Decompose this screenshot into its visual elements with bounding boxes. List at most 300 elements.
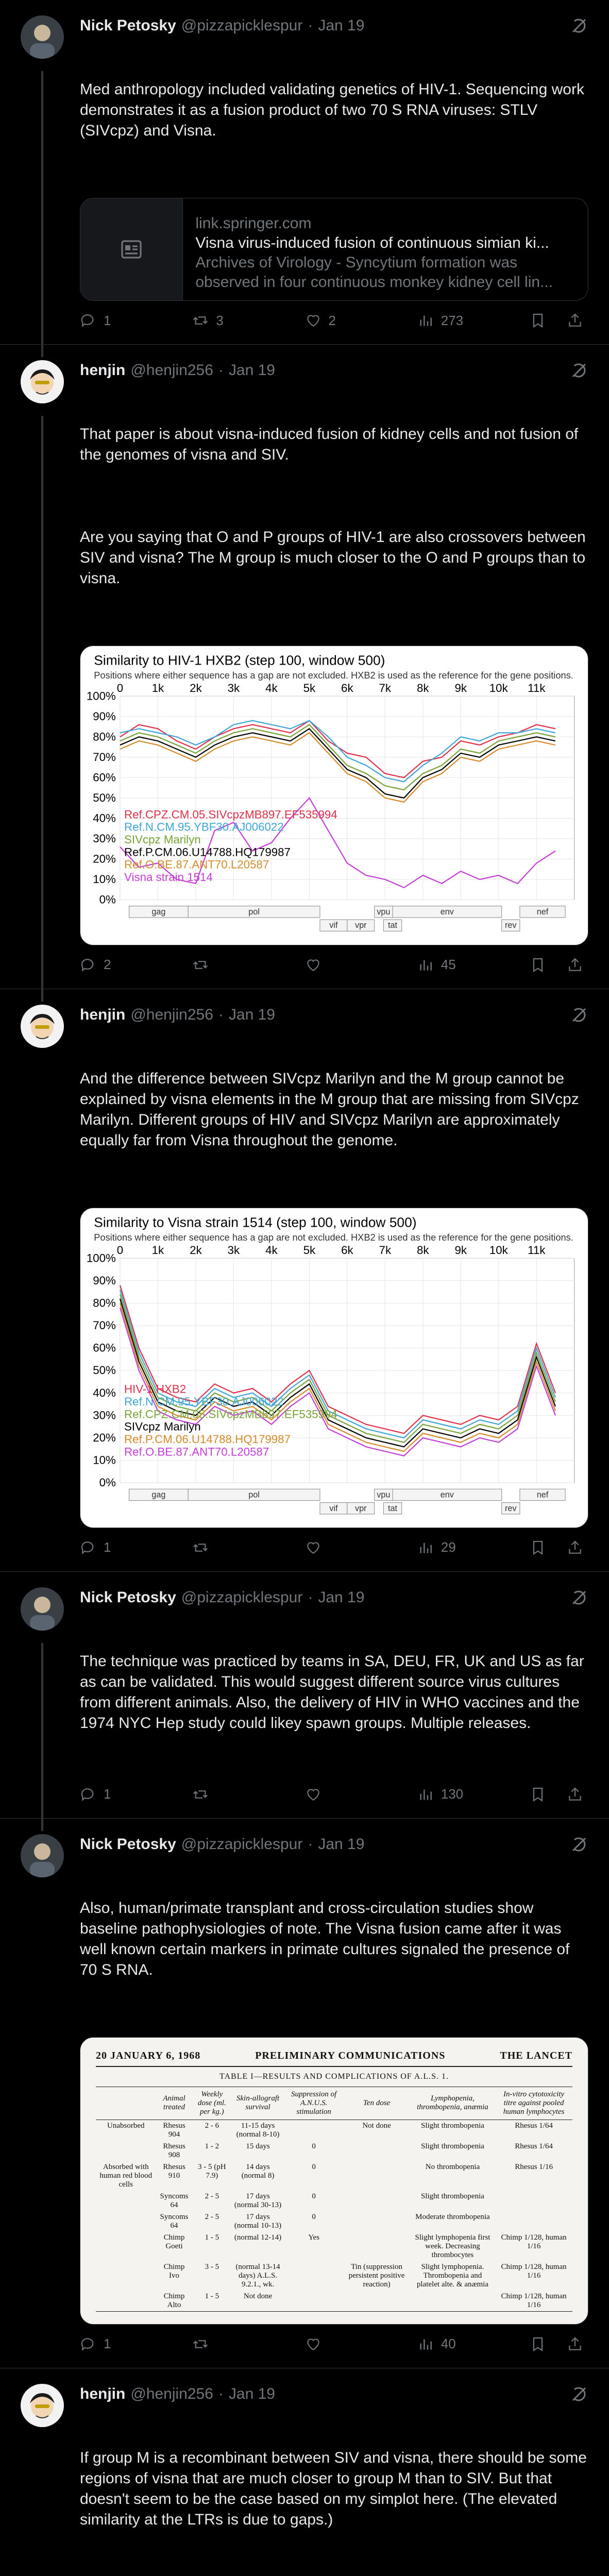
document-journal: THE LANCET	[500, 2049, 572, 2061]
legend-entry: SIVcpz Marilyn	[124, 1420, 201, 1433]
user-handle[interactable]: @henjin256	[130, 1006, 213, 1023]
heart-icon	[305, 312, 322, 329]
avatar[interactable]	[21, 2384, 64, 2427]
avatar[interactable]	[21, 1834, 64, 1877]
reply-button[interactable]	[80, 957, 137, 973]
legend-entry: HIV-1 HXB2	[124, 1382, 187, 1396]
action-bar	[80, 1539, 588, 1556]
action-bar	[80, 957, 588, 973]
tweet-paragraph: And the difference between SIVcpz Marilyn and the M group cannot be explained by visna elements in the M group that are missing from SIVcpz Marilyn. Different groups of HIV and SIVcpz Marilyn are approximately equally far from Visna throughout the genome.	[80, 1070, 584, 1149]
table-cell	[343, 2291, 410, 2312]
x-tick-label: 0	[116, 1243, 124, 1257]
retweet-count: 3	[216, 312, 224, 328]
display-name[interactable]: Nick Petosky	[80, 17, 176, 34]
gene-label: gag	[151, 907, 166, 917]
tweet-header	[80, 1834, 588, 1855]
table-cell: 17 days (normal 30-13)	[234, 2192, 282, 2209]
x-tick-label: 2k	[190, 1243, 202, 1257]
reply-count: 1	[104, 1539, 111, 1555]
tweet-text	[80, 1610, 588, 1775]
table-cell	[410, 2291, 495, 2312]
gene-label: nef	[536, 1489, 549, 1499]
table-cell: Slight lymphopenia. Thrombopenia and platelet alte. & anæmia	[416, 2262, 488, 2289]
separator-dot: ·	[308, 1835, 313, 1853]
table-cell: 2 - 6	[205, 2121, 219, 2130]
tweet[interactable]	[0, 1572, 609, 1819]
similarity-chart	[83, 649, 585, 942]
grok-icon[interactable]	[570, 361, 588, 380]
tweet-paragraph: Also, human/primate transplant and cross-circulation studies show baseline pathophysiologies of note. The Visna fusion came after it was well known certain markers in primate cultures signaled the presence of 70 S RNA.	[80, 1899, 574, 1978]
table-cell	[343, 2161, 410, 2191]
table-cell: Unabsorbed	[107, 2121, 145, 2130]
table-cell	[96, 2191, 156, 2211]
table-cell	[96, 2141, 156, 2161]
table-cell: Rhesus 910	[163, 2162, 185, 2180]
y-tick-label: 50%	[93, 1363, 116, 1377]
table-cell: Slight thrombopenia	[420, 2121, 484, 2130]
table-cell: 1 - 2	[205, 2142, 219, 2150]
tweet-header	[80, 1587, 588, 1608]
gene-label: vif	[329, 921, 338, 930]
table-cell: Chimp Ivo	[163, 2262, 185, 2280]
reply-icon	[80, 2336, 96, 2352]
table-cell: 2 - 5	[205, 2212, 219, 2221]
analytics-icon	[417, 312, 434, 329]
table-row	[96, 2232, 572, 2261]
tweet-date[interactable]: Jan 19	[228, 1006, 275, 1023]
retweet-button[interactable]	[192, 2336, 249, 2352]
like-button[interactable]	[305, 1539, 362, 1556]
gene-label: tat	[388, 921, 398, 930]
views-button[interactable]	[417, 312, 474, 329]
chart-subtitle: Positions where either sequence has a gap are not excluded. HXB2 is used as the reference for the gene positions.	[94, 669, 573, 681]
y-tick-label: 20%	[93, 1431, 116, 1444]
views-count: 130	[441, 1786, 464, 1802]
x-tick-label: 5k	[303, 1243, 316, 1257]
legend-entry: Ref.O.BE.87.ANT70.L20587	[124, 1445, 269, 1458]
x-tick-label: 10k	[489, 1243, 508, 1257]
tweet[interactable]	[0, 989, 609, 1572]
x-tick-label: 0	[116, 682, 124, 695]
x-tick-label: 1k	[151, 1243, 164, 1257]
legend-entry: Ref.P.CM.06.U14788.HQ179987	[124, 845, 291, 859]
tweet-text	[80, 383, 588, 630]
table-cell: Chimp 1/128, human 1/16	[501, 2233, 567, 2250]
like-button[interactable]	[305, 2336, 362, 2352]
chart-subtitle: Positions where either sequence has a gap are not excluded. HXB2 is used as the reference for the gene positions.	[94, 1231, 573, 1243]
table-cell: Slight thrombopenia	[420, 2192, 484, 2200]
table-cell: Slight lymphopenia first week. Decreasing thrombocytes	[415, 2233, 490, 2259]
tweet-date[interactable]: Jan 19	[228, 2385, 275, 2402]
table-cell: Chimp Goeti	[163, 2233, 185, 2250]
y-tick-label: 80%	[93, 730, 116, 743]
y-tick-label: 50%	[93, 791, 116, 804]
tweet[interactable]	[0, 345, 609, 989]
retweet-icon	[192, 2336, 209, 2352]
legend-entry: Ref.O.BE.87.ANT70.L20587	[124, 858, 269, 871]
reply-button[interactable]	[80, 312, 137, 329]
user-handle[interactable]: @pizzapicklespur	[181, 1835, 303, 1853]
y-tick-label: 90%	[93, 709, 116, 723]
y-tick-label: 10%	[93, 873, 116, 886]
gene-label: env	[440, 1489, 454, 1499]
views-count: 40	[441, 2336, 456, 2352]
retweet-icon	[192, 312, 209, 329]
reply-button[interactable]	[80, 1786, 137, 1803]
y-tick-label: 40%	[93, 1386, 116, 1399]
gene-label: gag	[151, 1489, 166, 1499]
reply-icon	[80, 957, 96, 973]
display-name[interactable]: Nick Petosky	[80, 1588, 176, 1606]
legend-entry: Ref.N.CM.95.YBF30.AJ006022	[124, 1395, 284, 1408]
tweet-paragraph: Are you saying that O and P groups of HIV-1 are also crossovers between SIV and visna? The M group is much closer to the O and P groups than to visna.	[80, 529, 590, 587]
separator-dot: ·	[218, 1006, 224, 1023]
retweet-button[interactable]	[192, 957, 249, 973]
x-tick-label: 6k	[341, 682, 353, 695]
legend-entry: Ref.P.CM.06.U14788.HQ179987	[124, 1432, 291, 1446]
table-cell: 2 - 5	[205, 2192, 219, 2200]
table-cell: 1 - 5	[193, 2291, 232, 2312]
document-header	[96, 2050, 572, 2067]
tweet-date[interactable]: Jan 19	[318, 1588, 365, 1606]
table-row	[96, 2120, 572, 2141]
display-name[interactable]: henjin	[80, 362, 126, 379]
tweet-paragraph: The technique was practiced by teams in SA, DEU, FR, UK and US as far as can be validated. This would suggest different source virus cultures from different animals. Also, the delivery of HIV in WHO vaccines and the 1974 NYC Hep study could likey spawn groups. Multiple releases.	[80, 1652, 589, 1732]
table-cell	[495, 2211, 572, 2232]
article-icon	[119, 237, 144, 262]
y-tick-label: 30%	[93, 832, 116, 845]
display-name[interactable]: henjin	[80, 1006, 126, 1023]
x-tick-label: 4k	[265, 1243, 278, 1257]
tweet[interactable]	[0, 2368, 609, 2576]
x-tick-label: 11k	[528, 682, 546, 695]
x-tick-label: 9k	[454, 682, 467, 695]
table-cell: Syncoms 64	[160, 2212, 189, 2230]
heart-icon	[305, 2336, 322, 2352]
table-row	[96, 2211, 572, 2232]
table-caption: TABLE I—RESULTS AND COMPLICATIONS OF A.L.S. 1.	[219, 2072, 449, 2081]
y-tick-label: 40%	[93, 811, 116, 825]
reply-count: 2	[104, 957, 111, 973]
share-icon[interactable]	[567, 1786, 583, 1803]
table-cell: (normal 13-14 days) A.L.S. 9.2.1., wk.	[235, 2262, 280, 2289]
legend-entry: Ref.N.CM.95.YBF30.AJ006022	[124, 820, 284, 834]
table-cell: Rhesus 1/16	[515, 2162, 553, 2171]
document-image[interactable]	[80, 2037, 588, 2325]
link-description: Archives of Virology - Syncytium formation was observed in four continuous monkey kidney cell lin...	[195, 254, 553, 291]
user-handle[interactable]: @henjin256	[130, 2385, 213, 2402]
views-button[interactable]	[417, 2336, 474, 2352]
tweet-header	[80, 360, 588, 381]
separator-dot: ·	[218, 362, 224, 379]
x-tick-label: 8k	[417, 1243, 429, 1257]
table-cell: Moderate thrombopenia	[415, 2212, 490, 2221]
gene-label: pol	[248, 1489, 260, 1499]
legend-entry: Ref.CPZ.CM.05.SIVcpzMB897.EF535994	[124, 1407, 337, 1420]
x-tick-label: 7k	[379, 682, 392, 695]
x-tick-label: 9k	[454, 1243, 467, 1257]
table-cell: Rhesus 904	[163, 2121, 185, 2139]
x-tick-label: 8k	[417, 682, 429, 695]
table-cell: 0	[312, 2162, 316, 2171]
share-icon[interactable]	[567, 312, 583, 329]
like-button[interactable]	[305, 1786, 362, 1803]
bookmark-icon[interactable]	[530, 2336, 546, 2352]
x-tick-label: 2k	[190, 682, 202, 695]
tweet-header	[80, 2384, 588, 2404]
gene-label: nef	[536, 907, 549, 917]
table-cell: (normal 12-14)	[234, 2233, 282, 2242]
table-cell: 0	[312, 2212, 316, 2221]
views-button[interactable]	[417, 1539, 474, 1556]
chart-card[interactable]	[80, 646, 588, 945]
table-header: Suppression of A.N.U.S. stimulation	[284, 2087, 343, 2120]
x-tick-label: 1k	[151, 682, 164, 695]
views-button[interactable]	[417, 1786, 474, 1803]
table-row	[96, 2261, 572, 2291]
avatar[interactable]	[21, 1005, 64, 1048]
link-card[interactable]	[80, 198, 588, 301]
gene-label: vpr	[355, 921, 367, 930]
x-tick-label: 5k	[303, 682, 316, 695]
views-button[interactable]	[417, 957, 474, 973]
tweet[interactable]	[0, 0, 609, 345]
x-tick-label: 6k	[341, 1243, 353, 1257]
retweet-button[interactable]	[192, 1539, 249, 1556]
retweet-button[interactable]	[192, 1786, 249, 1803]
reply-count: 1	[104, 1786, 111, 1802]
legend-entry: Ref.CPZ.CM.05.SIVcpzMB897.EF535994	[124, 808, 337, 821]
like-button[interactable]	[305, 312, 362, 329]
avatar[interactable]	[21, 15, 64, 59]
legend-entry: Visna strain 1514	[124, 871, 213, 884]
user-handle[interactable]: @henjin256	[130, 362, 213, 379]
table-row	[96, 2141, 572, 2161]
tweet-date[interactable]: Jan 19	[318, 17, 365, 34]
table-cell: Rhesus 908	[163, 2142, 185, 2159]
x-tick-label: 7k	[379, 1243, 392, 1257]
table-cell	[343, 2211, 410, 2232]
reply-count: 1	[104, 2336, 111, 2352]
similarity-chart	[83, 1211, 585, 1524]
views-count: 45	[441, 957, 456, 973]
legend-entry: SIVcpz Marilyn	[124, 833, 201, 846]
table-row	[96, 2291, 572, 2312]
views-count: 273	[441, 312, 464, 328]
link-title: Visna virus-induced fusion of continuous simian ki...	[195, 234, 549, 251]
share-icon[interactable]	[567, 957, 583, 973]
x-tick-label: 3k	[227, 682, 240, 695]
tweet-text	[80, 1857, 588, 2022]
like-count: 2	[328, 312, 336, 328]
table-header: Animal treated	[156, 2087, 193, 2120]
table-cell: 17 days (normal 10-13)	[234, 2212, 282, 2230]
table-cell: Absorbed with human red blood cells	[99, 2162, 153, 2189]
table-header: Weekly dose (ml. per kg.)	[193, 2087, 232, 2120]
grok-icon[interactable]	[570, 1588, 588, 1607]
heart-icon	[305, 1786, 322, 1803]
gene-label: env	[440, 907, 454, 917]
table-row	[96, 2161, 572, 2191]
bookmark-icon[interactable]	[530, 1786, 546, 1803]
results-table	[96, 2087, 572, 2312]
y-tick-label: 30%	[93, 1408, 116, 1421]
table-cell	[96, 2211, 156, 2232]
separator-dot: ·	[218, 2385, 224, 2402]
table-cell	[96, 2232, 156, 2261]
analytics-icon	[417, 2336, 434, 2352]
table-cell	[343, 2141, 410, 2161]
tweet-date[interactable]: Jan 19	[318, 1835, 365, 1853]
table-header: In-vitro cytotoxicity titre against pooled human lymphocytes	[495, 2087, 572, 2120]
table-cell: Rhesus 1/64	[515, 2121, 553, 2130]
document-date: 20 JANUARY 6, 1968	[96, 2049, 201, 2061]
analytics-icon	[417, 1539, 434, 1556]
table-cell: 0	[312, 2192, 316, 2200]
retweet-icon	[192, 957, 209, 973]
chart-card[interactable]	[80, 1208, 588, 1528]
x-tick-label: 10k	[489, 682, 508, 695]
table-cell	[96, 2261, 156, 2291]
link-domain: link.springer.com	[195, 215, 312, 232]
table-cell	[343, 2191, 410, 2211]
x-tick-label: 4k	[265, 682, 278, 695]
share-icon[interactable]	[567, 2336, 583, 2352]
reply-icon	[80, 1539, 96, 1556]
tweet[interactable]	[0, 1819, 609, 2368]
table-cell: No thrombopenia	[425, 2162, 480, 2171]
table-header: Lymphopenia, thrombopenia, anæmia	[410, 2087, 495, 2120]
grok-icon[interactable]	[570, 2385, 588, 2403]
table-cell: Not done	[231, 2291, 284, 2312]
share-icon[interactable]	[567, 1539, 583, 1556]
table-cell: 3 - 5	[205, 2262, 219, 2271]
views-count: 29	[441, 1539, 456, 1555]
avatar[interactable]	[21, 360, 64, 403]
tweet-date[interactable]: Jan 19	[228, 362, 275, 379]
tweet-text	[80, 38, 588, 182]
retweet-icon	[192, 1539, 209, 1556]
reply-icon	[80, 1786, 96, 1803]
gene-label: pol	[248, 907, 260, 917]
bookmark-icon[interactable]	[530, 1539, 546, 1556]
y-tick-label: 70%	[93, 1318, 116, 1332]
table-cell	[495, 2191, 572, 2211]
chart-title: Similarity to Visna strain 1514 (step 100, window 500)	[94, 1214, 417, 1230]
user-handle[interactable]: @pizzapicklespur	[181, 17, 303, 34]
avatar[interactable]	[21, 1587, 64, 1631]
table-cell: Slight thrombopenia	[420, 2142, 484, 2150]
like-button[interactable]	[305, 957, 362, 973]
reply-button[interactable]	[80, 1539, 137, 1556]
link-thumbnail	[80, 198, 183, 300]
table-cell: 15 days	[246, 2142, 270, 2150]
retweet-button[interactable]	[192, 312, 249, 329]
y-tick-label: 90%	[93, 1274, 116, 1287]
heart-icon	[305, 957, 322, 973]
table-cell: Yes	[308, 2233, 320, 2242]
table-cell	[284, 2120, 343, 2141]
table-header: Skin-allograft survival	[231, 2087, 284, 2120]
table-cell: Tin (suppression persistent positive reaction)	[348, 2262, 405, 2289]
gene-label: tat	[388, 1503, 398, 1513]
table-header: Ten dose	[343, 2087, 410, 2120]
table-cell	[96, 2291, 156, 2312]
gene-label: rev	[505, 921, 517, 930]
separator-dot: ·	[308, 17, 313, 34]
table-cell: 3 - 5 (pH 7.9)	[198, 2162, 226, 2180]
y-tick-label: 100%	[86, 1251, 116, 1264]
y-tick-label: 0%	[99, 1476, 116, 1489]
reply-button[interactable]	[80, 2336, 137, 2352]
tweet-header	[80, 15, 588, 36]
table-cell	[284, 2261, 343, 2291]
action-bar	[80, 312, 588, 329]
table-cell: Chimp 1/128, human 1/16	[501, 2262, 567, 2280]
table-cell: Chimp Alto	[156, 2291, 193, 2312]
display-name[interactable]: Nick Petosky	[80, 1835, 176, 1853]
gene-label: vpu	[377, 907, 391, 917]
table-cell: 1 - 5	[205, 2233, 219, 2242]
action-bar	[80, 1786, 588, 1803]
grok-icon[interactable]	[570, 1835, 588, 1854]
heart-icon	[305, 1539, 322, 1556]
table-cell: Syncoms 64	[160, 2192, 189, 2209]
analytics-icon	[417, 957, 434, 973]
retweet-icon	[192, 1786, 209, 1803]
table-header	[96, 2087, 156, 2120]
tweet-paragraph: That paper is about visna-induced fusion of kidney cells and not fusion of the genomes of visna and SIV.	[80, 426, 583, 463]
y-tick-label: 10%	[93, 1453, 116, 1467]
y-tick-label: 60%	[93, 771, 116, 784]
table-cell: Rhesus 1/64	[515, 2142, 553, 2150]
bookmark-icon[interactable]	[530, 312, 546, 329]
grok-icon[interactable]	[570, 1006, 588, 1024]
tweet-text	[80, 1027, 588, 1192]
table-cell: 0	[312, 2142, 316, 2150]
document-section: PRELIMINARY COMMUNICATIONS	[255, 2049, 446, 2061]
tweet-text	[80, 2406, 591, 2571]
separator-dot: ·	[308, 1588, 313, 1606]
chart-title: Similarity to HIV-1 HXB2 (step 100, window 500)	[94, 652, 385, 668]
gene-label: vif	[329, 1503, 338, 1513]
analytics-icon	[417, 1786, 434, 1803]
y-tick-label: 60%	[93, 1341, 116, 1354]
table-cell: Not done	[362, 2121, 391, 2130]
y-tick-label: 20%	[93, 852, 116, 866]
tweet-paragraph: If group M is a recombinant between SIV and visna, there should be some regions of visna that are much closer to group M than to SIV. But that doesn't seem to be the case based on my simplot here. (The elevated similarity at the LTRs is due to gaps.)	[80, 2449, 591, 2528]
tweet-header	[80, 1005, 588, 1025]
action-bar	[80, 2336, 588, 2352]
grok-icon[interactable]	[570, 16, 588, 35]
y-tick-label: 100%	[86, 689, 116, 703]
x-tick-label: 11k	[528, 1243, 546, 1257]
reply-count: 1	[104, 312, 111, 328]
user-handle[interactable]: @pizzapicklespur	[181, 1588, 303, 1606]
table-cell: 11-15 days (normal 8-10)	[236, 2121, 280, 2139]
gene-label: rev	[505, 1503, 517, 1513]
bookmark-icon[interactable]	[530, 957, 546, 973]
reply-icon	[80, 312, 96, 329]
table-cell	[343, 2232, 410, 2261]
x-tick-label: 3k	[227, 1243, 240, 1257]
y-tick-label: 70%	[93, 750, 116, 764]
table-cell: 14 days (normal 8)	[241, 2162, 275, 2180]
table-cell	[284, 2291, 343, 2312]
table-cell: Chimp 1/128, human 1/16	[495, 2291, 572, 2312]
table-row	[96, 2191, 572, 2211]
display-name[interactable]: henjin	[80, 2385, 126, 2402]
